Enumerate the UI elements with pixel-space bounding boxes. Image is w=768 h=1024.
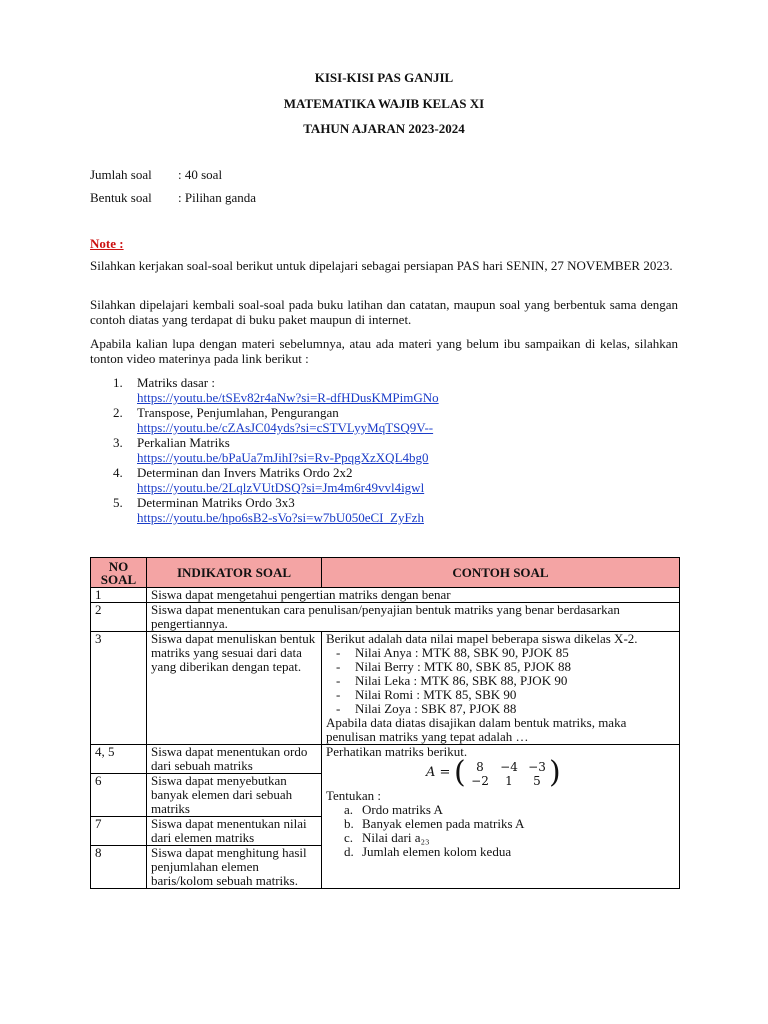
matrix-name: A = [426,765,451,780]
score-text: Nilai Berry : MTK 80, SBK 85, PJOK 88 [355,659,571,674]
list-item [326,646,675,660]
jumlah-soal-label: Jumlah soal [90,167,152,182]
score-text: Nilai Leka : MTK 86, SBK 88, PJOK 90 [355,673,568,688]
cell-indikator: Siswa dapat menuliskan bentuk matriks yang sesuai dari data yang diberikan dengan tepat. [147,632,322,745]
list-marker: d. [344,844,354,859]
list-number: 3. [113,435,123,450]
cell-no: 2 [91,603,147,632]
video-link-label: Transpose, Penjumlahan, Pengurangan [137,405,339,420]
table-row [91,588,680,603]
doc-title-line1: KISI-KISI PAS GANJIL [314,70,454,85]
cell-no: 4, 5 [91,745,147,774]
tentukan-label: Tentukan : [326,788,382,803]
list-item [326,845,675,859]
dash-bullet: - [336,687,341,702]
list-number: 4. [113,465,123,480]
score-text: Nilai Zoya : SBK 87, PJOK 88 [355,701,517,716]
video-link-label: Determinan dan Invers Matriks Ordo 2x2 [137,465,353,480]
kisi-kisi-table [90,557,680,889]
cell-indikator: Siswa dapat menentukan nilai dari elemen matriks [147,817,322,846]
video-link[interactable]: https://youtu.be/cZAsJC04yds?si=cSTVLyyMqTSQ9V-- [137,420,434,435]
matrix-cell: −2 [471,774,489,788]
matrix-cell: 5 [533,774,541,788]
video-link-list [113,375,673,525]
cell-indikator: Siswa dapat menyebutkan banyak elemen dari sebuah matriks [147,774,322,817]
video-link-label: Perkalian Matriks [137,435,230,450]
video-link-item [113,405,673,435]
student-score-list [326,646,675,716]
video-link-item [113,495,673,525]
table-header-row [91,558,680,588]
cell-no: 7 [91,817,147,846]
question-list [326,803,675,859]
jumlah-soal-value: : 40 soal [178,167,223,182]
video-link-item [113,465,673,495]
video-link[interactable]: https://youtu.be/tSEv82r4aNw?si=R-dfHDusKMPimGNo [137,390,439,405]
cell-indikator: Siswa dapat menentukan cara penulisan/penyajian bentuk matriks yang benar berdasarkan pengertiannya. [147,603,680,632]
bentuk-soal-value: : Pilihan ganda [178,190,256,205]
video-link-label: Determinan Matriks Ordo 3x3 [137,495,295,510]
example-intro: Berikut adalah data nilai mapel beberapa siswa dikelas X-2. [326,631,638,646]
video-link[interactable]: https://youtu.be/hpo6sB2-sVo?si=w7bU050eCI_ZyFzh [137,510,424,525]
jumlah-soal-row [90,167,222,182]
list-item [326,688,675,702]
video-link-label: Matriks dasar : [137,375,215,390]
table-row [91,745,680,774]
list-item [326,674,675,688]
cell-indikator: Siswa dapat menentukan ordo dari sebuah matriks [147,745,322,774]
list-marker: a. [344,802,354,817]
cell-no: 6 [91,774,147,817]
list-item [326,702,675,716]
matrix-cell: −4 [500,760,518,774]
dash-bullet: - [336,659,341,674]
matrix-a [326,755,675,790]
dash-bullet: - [336,673,341,688]
video-link[interactable]: https://youtu.be/2LqlzVUtDSQ?si=Jm4m6r49vvl4igwl [137,480,425,495]
example-intro: Perhatikan matriks berikut. [326,744,468,759]
question-text: Ordo matriks A [362,802,443,817]
video-link-item [113,375,673,405]
dash-bullet: - [336,701,341,716]
list-item [326,831,675,845]
dash-bullet: - [336,645,341,660]
note-paragraph-2: Silahkan dipelajari kembali soal-soal pada buku latihan dan catatan, maupun soal yang berbentuk sama dengan contoh diatas yang terdapat di buku paket maupun di internet. [90,297,678,327]
cell-no: 1 [91,588,147,603]
matrix-cell: 1 [505,774,513,788]
doc-title-line3: TAHUN AJARAN 2023-2024 [303,121,465,136]
note-paragraph-3: Apabila kalian lupa dengan materi sebelumnya, atau ada materi yang belum ibu sampaikan di kelas, silahkan tonton video materinya pada link berikut : [90,336,678,366]
list-number: 5. [113,495,123,510]
note-paragraph-1: Silahkan kerjakan soal-soal berikut untuk dipelajari sebagai persiapan PAS hari SENIN, 27 NOVEMBER 2023. [90,258,673,273]
bentuk-soal-label: Bentuk soal [90,190,152,205]
cell-no: 3 [91,632,147,745]
score-text: Nilai Anya : MTK 88, SBK 90, PJOK 85 [355,645,569,660]
list-marker: c. [344,830,354,845]
cell-indikator: Siswa dapat menghitung hasil penjumlahan elemen baris/kolom sebuah matriks. [147,846,322,889]
cell-indikator: Siswa dapat mengetahui pengertian matriks dengan benar [147,588,680,603]
matrix-cell: −3 [528,760,546,774]
header-no-soal: NO SOAL [91,558,147,588]
example-question: Apabila data diatas disajikan dalam bentuk matriks, maka penulisan matriks yang tepat adalah … [326,715,627,744]
table-row [91,632,680,745]
left-paren-icon: ( [454,755,466,790]
header-indikator-soal: INDIKATOR SOAL [147,558,322,588]
list-item [326,660,675,674]
list-number: 1. [113,375,123,390]
matrix-cell: 8 [476,760,484,774]
question-text: Banyak elemen pada matriks A [362,816,525,831]
score-text: Nilai Romi : MTK 85, SBK 90 [355,687,517,702]
list-number: 2. [113,405,123,420]
doc-title-line2: MATEMATIKA WAJIB KELAS XI [283,96,485,111]
list-item [326,817,675,831]
table-row [91,603,680,632]
list-marker: b. [344,816,354,831]
list-item [326,803,675,817]
cell-contoh-soal-3 [322,632,680,745]
right-paren-icon: ) [549,755,561,790]
cell-contoh-soal-4-8 [322,745,680,889]
video-link[interactable]: https://youtu.be/bPaUa7mJihI?si=Rv-PpqgXzXQL4bg0 [137,450,429,465]
header-contoh-soal: CONTOH SOAL [322,558,680,588]
question-text: Nilai dari a₂₃ [362,830,430,845]
note-heading: Note : [90,236,124,251]
question-text: Jumlah elemen kolom kedua [362,844,512,859]
bentuk-soal-row [90,190,256,205]
cell-no: 8 [91,846,147,889]
video-link-item [113,435,673,465]
